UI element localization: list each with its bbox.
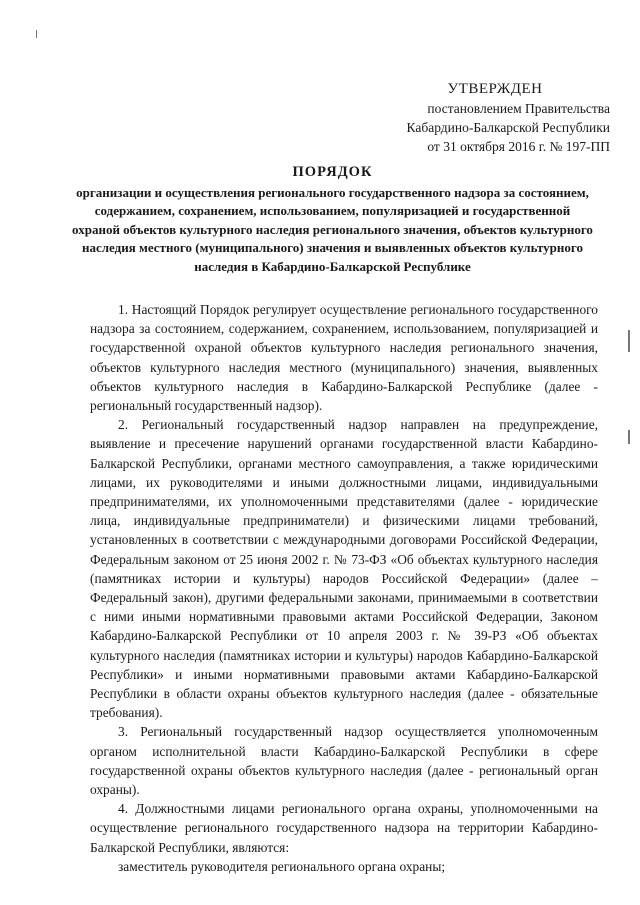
approval-stamp: [360, 80, 610, 156]
scan-margin-mark: [628, 330, 630, 352]
approval-line-1: постановлением Правительства: [427, 101, 610, 116]
paragraph-3: 3. Региональный государственный надзор осуществляется уполномоченным органом исполнительной власти Кабардино-Балкарской Республики в сфере государственной охраны объектов культурного наследия (далее - региональный орган охраны).: [90, 724, 598, 798]
paragraph-2: 2. Региональный государственный надзор направлен на предупреждение, выявление и пресечение нарушений органами государственной власти Кабардино-Балкарской Республики, органами местного самоуправления, а также юридическими лицами, их руководителями и иными должностными лицами, индивидуальными предпринимателями, их уполномоченными представителями (далее - юридические лица, индивидуальные предприниматели) и физическими лицами требований, установленных в соответствии с международными договорами Российской Федерации, Федеральным законом от 25 июня 2002 г. № 73-ФЗ «Об объектах культурного наследия (памятниках истории и культуры) народов Российской Федерации» (далее – Федеральный закон), другими федеральными законами, принимаемыми в соответствии с ними иными нормативными правовыми актами Российской Федерации, Законом Кабардино-Балкарской Республики от 10 апреля 2003 г. № 39-РЗ «Об объектах культурного наследия (памятниках истории и культуры) народов Кабардино-Балкарской Республики» и иными нормативными правовыми актами Кабардино-Балкарской Республики в области охраны объектов культурного наследия (далее - обязательные требования).: [90, 417, 598, 721]
document-body: [90, 300, 598, 876]
scan-margin-mark: [36, 30, 37, 38]
paragraph-5: заместитель руководителя регионального органа охраны;: [118, 858, 446, 874]
approval-heading: УТВЕРЖДЕН: [447, 81, 543, 97]
scan-margin-mark: [628, 430, 630, 444]
approval-line-3: от 31 октября 2016 г. № 197-ПП: [427, 139, 610, 154]
document-subtitle: организации и осуществления регионального государственного надзора за состоянием, содержанием, сохранением, использованием, популяризацией и государственной охраной объектов культурного наследия регионального значения, объектов культурного наследия местного (муниципального) значения и выявленных объектов культурного наследия в Кабардино-Балкарской Республике: [72, 184, 593, 274]
paragraph-1: 1. Настоящий Порядок регулирует осуществление регионального государственного надзора за состоянием, содержанием, сохранением, использованием, популяризацией и государственной охраной объектов культурного наследия регионального значения, объектов культурного наследия местного (муниципального) значения, выявленных объектов культурного наследия в Кабардино-Балкарской Республике (далее - региональный государственный надзор).: [90, 302, 598, 414]
document-title-block: [70, 163, 595, 276]
paragraph-4: 4. Должностными лицами регионального органа охраны, уполномоченными на осуществление регионального государственного надзора на территории Кабардино-Балкарской Республики, являются:: [90, 801, 598, 855]
document-title: ПОРЯДОК: [292, 164, 373, 180]
approval-line-2: Кабардино-Балкарской Республики: [406, 120, 610, 135]
